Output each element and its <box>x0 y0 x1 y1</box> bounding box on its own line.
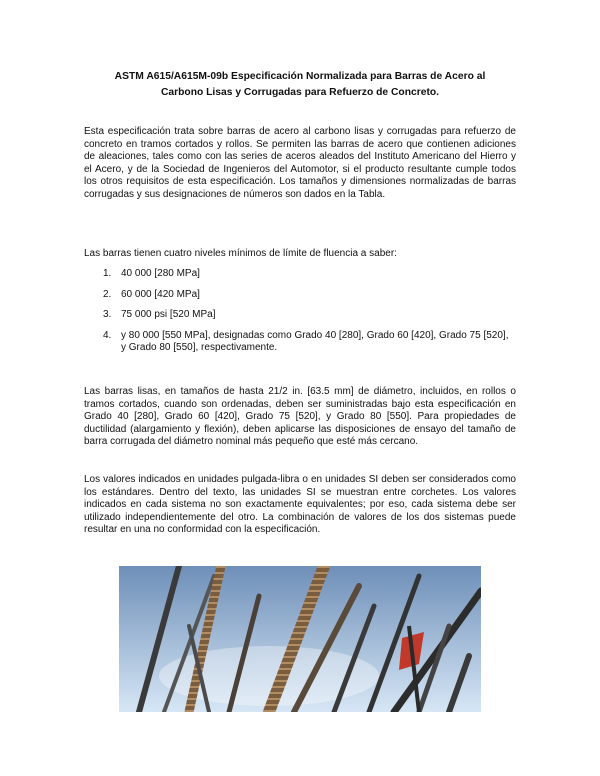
list-item-number: 4. <box>103 329 112 341</box>
title-line-2: Carbono Lisas y Corrugadas para Refuerzo de Concreto. <box>160 87 440 98</box>
paragraph-plain-bars: Las barras lisas, en tamaños de hasta 21/2 in. [63.5 mm] de diámetro, incluidos, en rollos o tramos cortados, cuando son ordenadas, deben ser suministradas bajo esta especificación en Grado 40 [280], Grado 60 [420], Grado 75 [520], y Grado 80 [550]. Para propiedades de ductilidad (alargamiento y flexión), deben aplicarse las disposiciones de ensayo del tamaño de barra corrugada del diámetro nominal más pequeño que esté más cercano. <box>84 386 516 448</box>
list-item-text: 60 000 [420 MPa] <box>121 288 200 300</box>
paragraph-yield-levels: Las barras tienen cuatro niveles mínimos de límite de fluencia a saber: <box>84 248 397 259</box>
paragraph-intro: Esta especificación trata sobre barras de acero al carbono lisas y corrugadas para refuerzo de concreto en tramos cortados y rollos. Se permiten las barras de acero que contienen adiciones de aleaciones, tales como con las series de aceros aleados del Instituto Americano del Hierro y el Acero, y de la Sociedad de Ingenieros del Automotor, si el producto resultante cumple todos los otros requisitos de esta especificación. Los tamaños y dimensiones normalizadas de barras corrugadas y sus designaciones de números son dados en la Tabla. <box>84 126 516 200</box>
rebar-photo-image <box>119 566 481 712</box>
list-item-number: 2. <box>103 288 112 300</box>
list-item <box>103 289 516 302</box>
paragraph-units: Los valores indicados en unidades pulgada-libra o en unidades SI deben ser considerados como los estándares. Dentro del texto, las unidades SI se muestran entre corchetes. Los valores indicados en cada sistema no son exactamente equivalentes; por eso, cada sistema debe ser utilizado independientemente del otro. La combinación de valores de los dos sistemas puede resultar en una no conformidad con la especificación. <box>84 474 516 536</box>
yield-levels-list <box>103 268 516 355</box>
list-item-text: 75 000 psi [520 MPa] <box>121 309 216 321</box>
list-item-number: 3. <box>103 309 112 321</box>
document-title <box>84 69 516 101</box>
list-item-text: y 80 000 [550 MPa], designadas como Grado 40 [280], Grado 60 [420], Grado 75 [520], y Grado 80 [550], respectivamente. <box>121 329 509 354</box>
list-item <box>103 268 516 281</box>
list-item-number: 1. <box>103 268 112 279</box>
list-item <box>103 309 516 322</box>
list-item <box>103 330 516 355</box>
list-item-text: 40 000 [280 MPa] <box>121 268 200 279</box>
title-line-1: ASTM A615/A615M-09b Especificación Normalizada para Barras de Acero al <box>114 71 486 82</box>
rebar-photo <box>119 566 481 712</box>
